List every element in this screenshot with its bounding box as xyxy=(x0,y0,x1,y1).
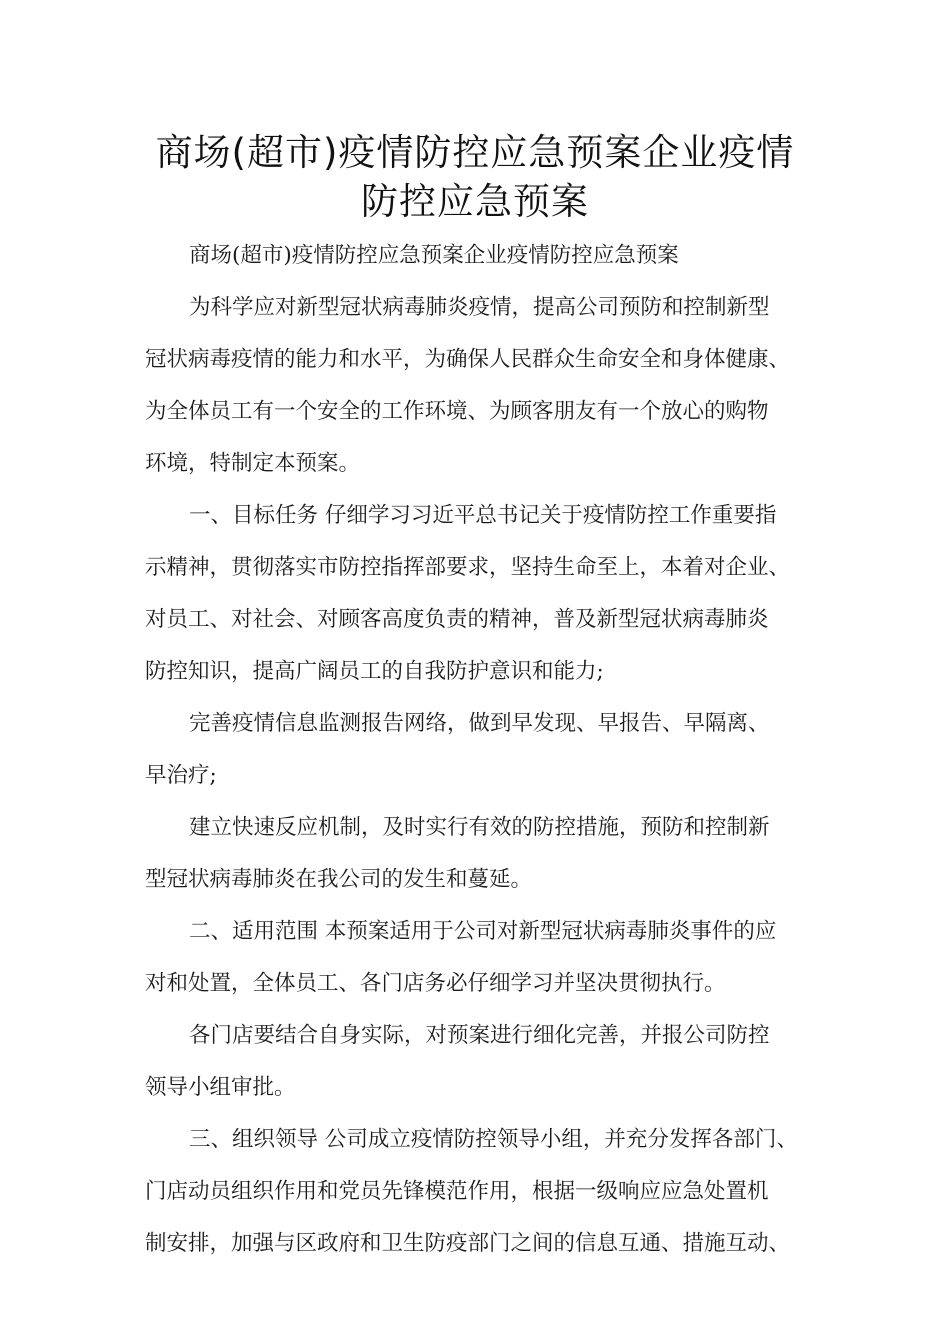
text-line: 领导小组审批。 xyxy=(145,1075,296,1100)
document-title xyxy=(100,128,850,226)
paragraph-stores xyxy=(145,1010,825,1114)
text-line: 完善疫情信息监测报告网络，做到早发现、早报告、早隔离、 xyxy=(189,711,770,736)
paragraph-monitoring xyxy=(145,698,825,802)
document-body xyxy=(145,230,825,1270)
text-line: 二、适用范围 本预案适用于公司对新型冠状病毒肺炎事件的应 xyxy=(189,919,777,944)
text-line: 各门店要结合自身实际，对预案进行细化完善，并报公司防控 xyxy=(189,1023,770,1048)
text-line: 早治疗; xyxy=(145,763,217,788)
paragraph-subtitle xyxy=(145,230,825,282)
text-line: 型冠状病毒肺炎在我公司的发生和蔓延。 xyxy=(145,867,533,892)
text-line: 为全体员工有一个安全的工作环境、为顾客朋友有一个放心的购物 xyxy=(145,399,769,424)
text-line: 为科学应对新型冠状病毒肺炎疫情，提高公司预防和控制新型 xyxy=(189,295,770,320)
text-line: 商场(超市)疫情防控应急预案企业疫情防控应急预案 xyxy=(189,243,679,268)
paragraph-intro xyxy=(145,282,825,490)
text-line: 环境，特制定本预案。 xyxy=(145,451,361,476)
text-line: 对和处置，全体员工、各门店务必仔细学习并坚决贯彻执行。 xyxy=(145,971,726,996)
text-line: 防控知识，提高广阔员工的自我防护意识和能力; xyxy=(145,659,604,684)
text-line: 一、目标任务 仔细学习习近平总书记关于疫情防控工作重要指 xyxy=(189,503,777,528)
text-line: 制安排，加强与区政府和卫生防疫部门之间的信息互通、措施互动、 xyxy=(145,1231,791,1256)
text-line: 对员工、对社会、对顾客高度负责的精神，普及新型冠状病毒肺炎 xyxy=(145,607,769,632)
paragraph-organization xyxy=(145,1114,825,1270)
paragraph-scope xyxy=(145,906,825,1010)
text-line: 门店动员组织作用和党员先锋模范作用，根据一级响应应急处置机 xyxy=(145,1179,769,1204)
title-line: 防控应急预案 xyxy=(361,180,589,223)
text-line: 建立快速反应机制，及时实行有效的防控措施，预防和控制新 xyxy=(189,815,770,840)
title-line: 商场(超市)疫情防控应急预案企业疫情 xyxy=(155,131,795,174)
text-line: 三、组织领导 公司成立疫情防控领导小组，并充分发挥各部门、 xyxy=(189,1127,798,1152)
text-line: 示精神，贯彻落实市防控指挥部要求，坚持生命至上，本着对企业、 xyxy=(145,555,791,580)
text-line: 冠状病毒疫情的能力和水平，为确保人民群众生命安全和身体健康、 xyxy=(145,347,791,372)
paragraph-response xyxy=(145,802,825,906)
paragraph-goals xyxy=(145,490,825,698)
